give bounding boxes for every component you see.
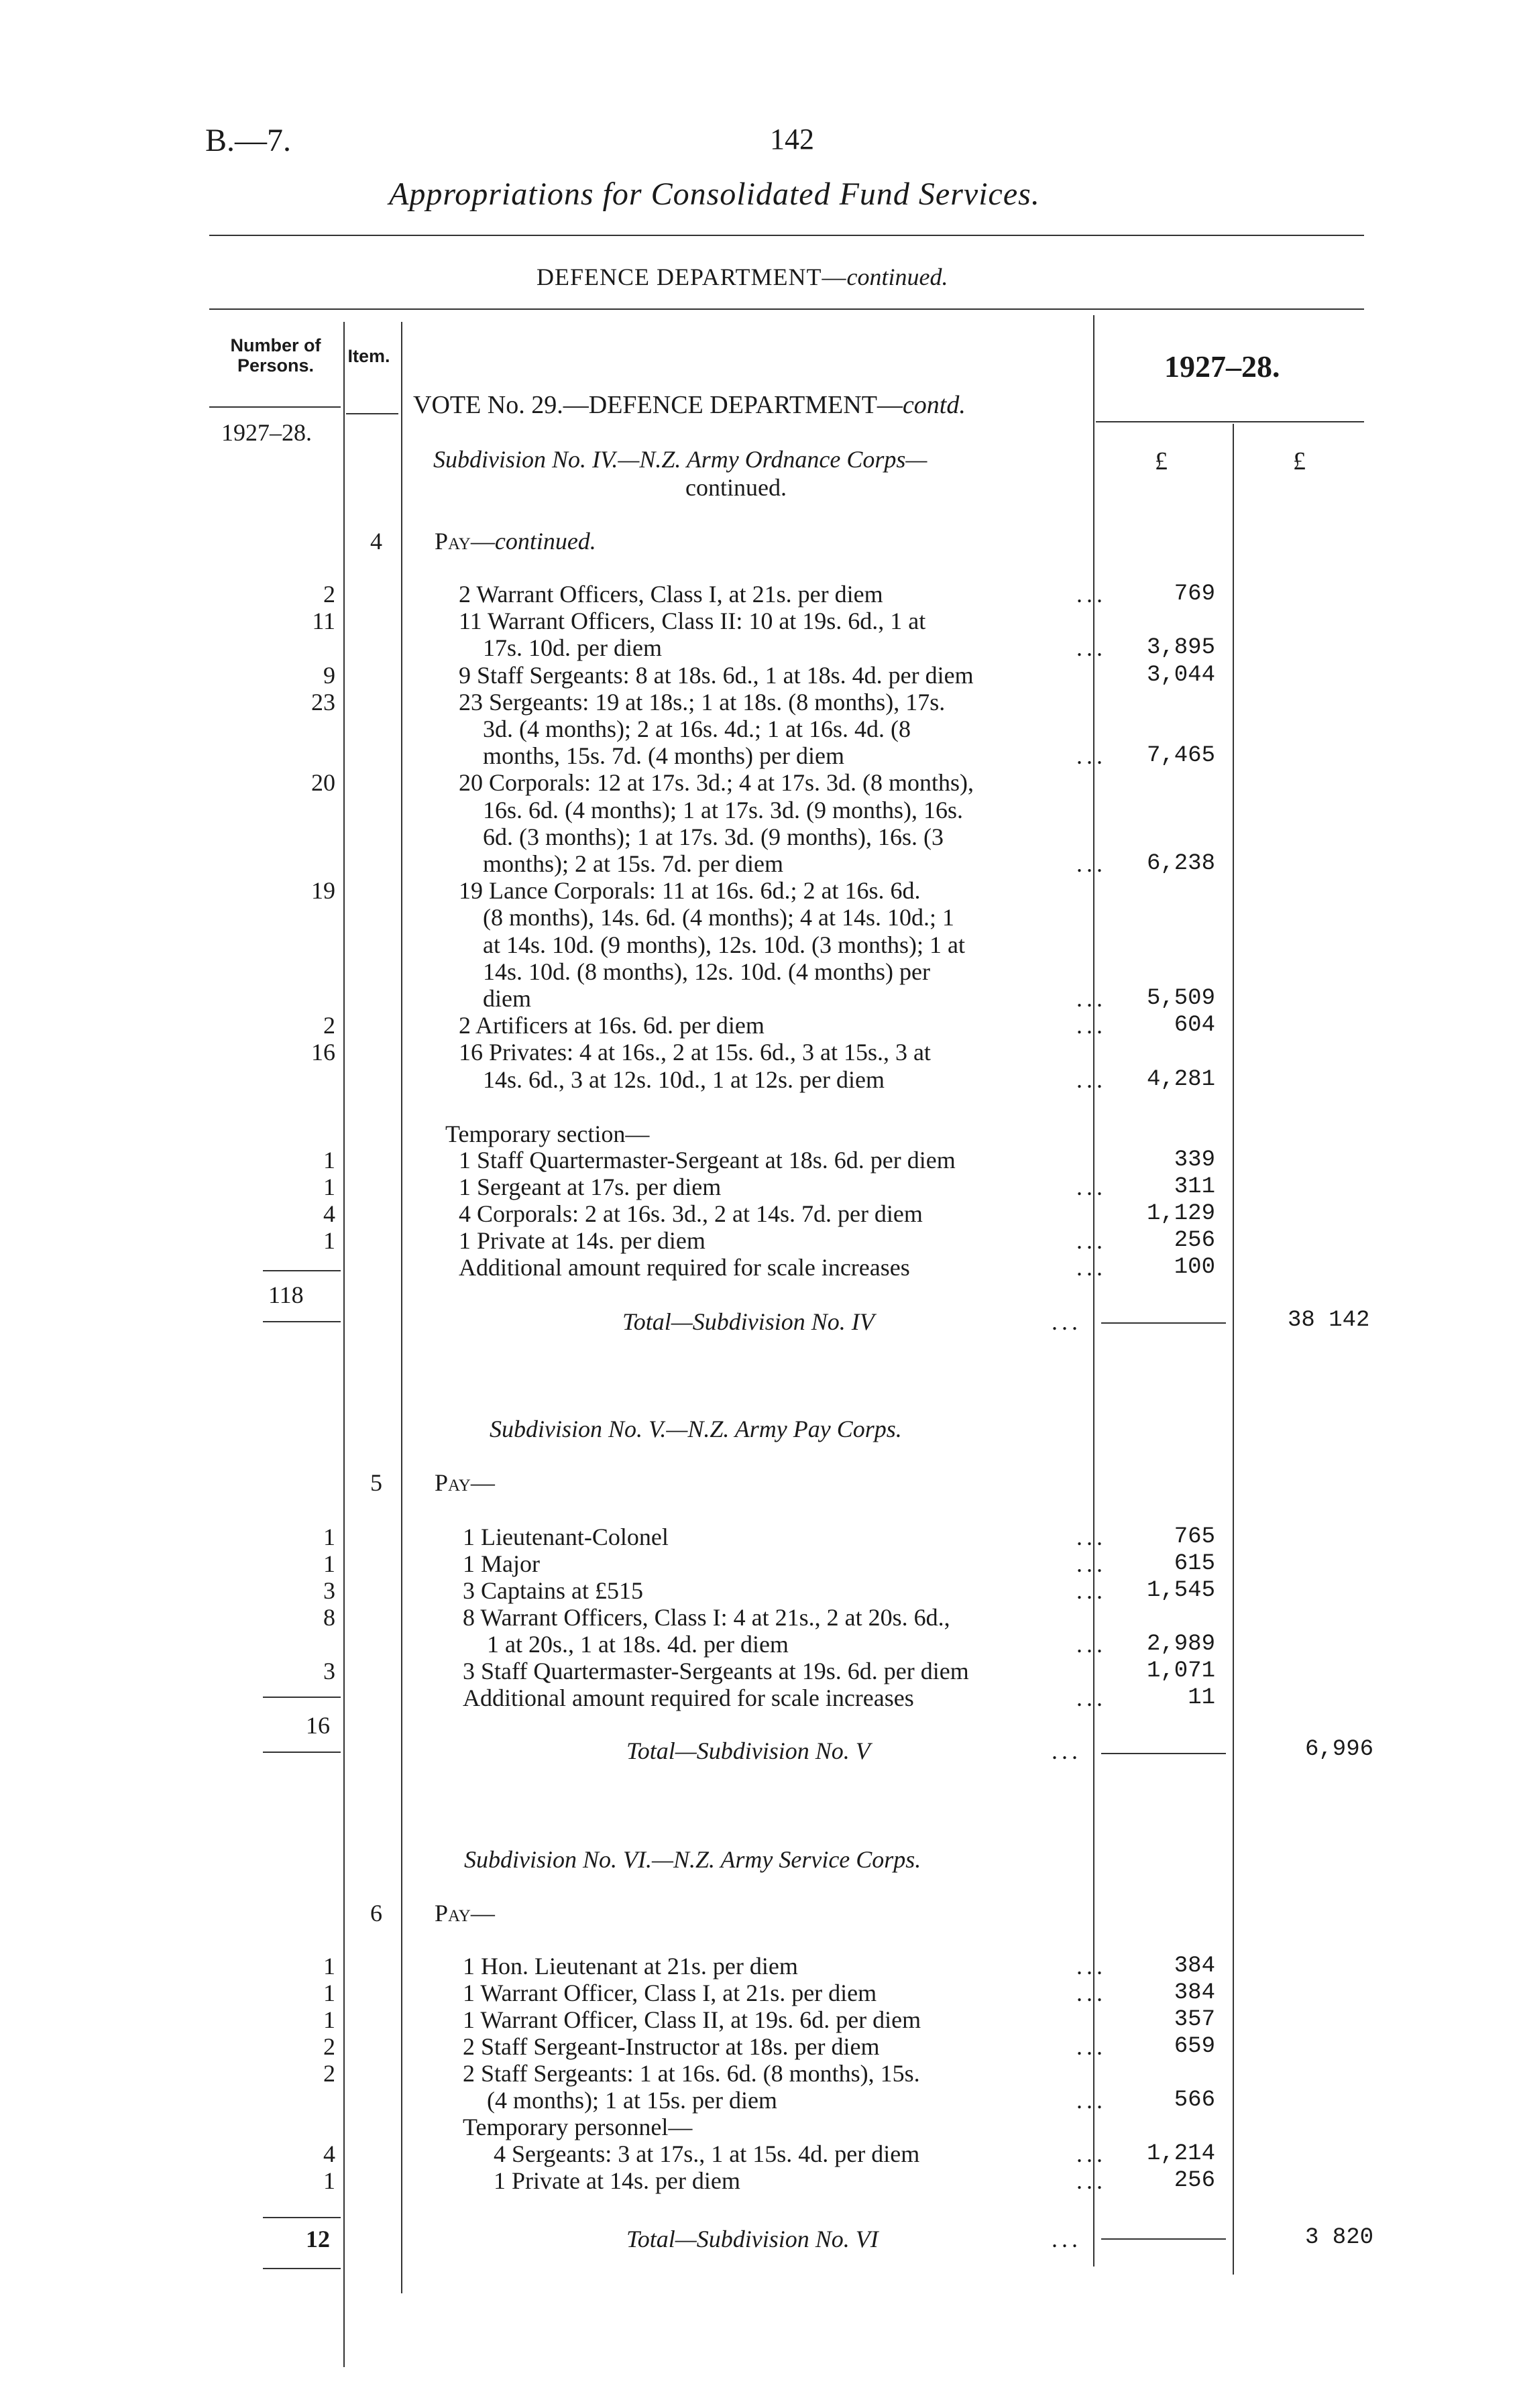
rule-item-header: [346, 413, 398, 414]
leader-dots: ...: [1076, 1684, 1107, 1711]
subdivision-4-pay-heading: [435, 527, 596, 555]
line-description: 20 Corporals: 12 at 17s. 3d.; 4 at 17s. 3d. (8 months),: [459, 769, 974, 797]
line-description: 2 Warrant Officers, Class I, at 21s. per diem: [459, 581, 883, 608]
line-item-row: [0, 1550, 1521, 1577]
line-description: 14s. 10d. (8 months), 12s. 10d. (4 months) per: [483, 958, 930, 985]
line-description: 3 Staff Quartermaster-Sergeants at 19s. 6d. per diem: [463, 1658, 969, 1684]
subdivision-5-pay-heading: Pay—: [435, 1469, 495, 1496]
line-item-row: [0, 662, 1521, 689]
persons-count: 1: [323, 1550, 335, 1577]
line-description: 6d. (3 months); 1 at 17s. 3d. (9 months), 16s. (3: [483, 823, 944, 850]
leader-dots: ...: [1076, 1953, 1107, 1980]
subdivision-4-pay-cont: continued.: [494, 528, 596, 555]
line-description: 1 Hon. Lieutenant at 21s. per diem: [463, 1953, 798, 1980]
line-item-row: [0, 1039, 1521, 1066]
line-item-row: [0, 1524, 1521, 1550]
subdivision-4-temporary-heading: Temporary section—: [445, 1121, 650, 1147]
vote-title-contd: contd.: [902, 391, 966, 419]
persons-count: 1: [323, 1524, 335, 1550]
subdivision-6-item-number: 6: [370, 1900, 382, 1927]
vote-title-main: VOTE No. 29.—DEFENCE DEPARTMENT—: [413, 391, 903, 419]
line-description: 2 Staff Sergeant-Instructor at 18s. per diem: [463, 2033, 880, 2060]
line-description: Additional amount required for scale increases: [459, 1254, 910, 1281]
line-amount: 5,509: [1146, 986, 1215, 1011]
subdivision-4-pay-main: Pay—: [435, 528, 495, 555]
subdivision-6-amount-rule: [1101, 2238, 1226, 2240]
line-amount: 1,129: [1146, 1201, 1215, 1226]
persons-count: 1: [323, 2006, 335, 2033]
leader-dots: ...: [1076, 2033, 1107, 2060]
line-amount: 7,465: [1146, 743, 1215, 769]
subdivision-4-total: 38 142: [1288, 1308, 1370, 1333]
leader-dots: ...: [1076, 2140, 1107, 2167]
subdivision-4-total-dots: ...: [1052, 1308, 1082, 1335]
line-item-row: [0, 2033, 1521, 2060]
department-heading-main: DEFENCE DEPARTMENT—: [537, 264, 847, 290]
rule-year-header: [1096, 421, 1364, 422]
subdivision-4-title-cont: continued.: [685, 474, 787, 501]
line-item-row: [0, 877, 1521, 904]
line-description: at 14s. 10d. (9 months), 12s. 10d. (3 months); 1 at: [483, 931, 965, 958]
line-description: 23 Sergeants: 19 at 18s.; 1 at 18s. (8 months), 17s.: [459, 688, 946, 715]
leader-dots: ...: [1076, 2087, 1107, 2114]
line-description: 14s. 6d., 3 at 12s. 10d., 1 at 12s. per diem: [483, 1066, 885, 1093]
line-description: 16s. 6d. (4 months); 1 at 17s. 3d. (9 months), 16s.: [483, 796, 963, 823]
persons-count: 2: [323, 1012, 335, 1039]
line-item-row: [0, 797, 1521, 823]
line-item-row: [0, 1631, 1521, 1658]
line-item-row: [0, 1980, 1521, 2006]
line-description: 3d. (4 months); 2 at 16s. 4d.; 1 at 16s. 4d. (8: [483, 715, 911, 742]
line-item-row: [0, 2114, 1521, 2140]
persons-count: 1: [323, 1953, 335, 1980]
persons-count: 9: [323, 661, 335, 689]
line-item-row: [0, 1604, 1521, 1631]
line-item-row: [0, 985, 1521, 1012]
page-number: 142: [770, 123, 814, 156]
subdivision-5-total-dots: ...: [1052, 1737, 1082, 1764]
currency-amount-header: £: [1155, 447, 1168, 475]
subdivision-4-amount-rule: [1101, 1322, 1226, 1324]
line-item-row: [0, 1066, 1521, 1093]
line-description: 1 Major: [463, 1550, 540, 1577]
line-item-row: [0, 2167, 1521, 2194]
leader-dots: ...: [1076, 1577, 1107, 1604]
line-item-row: [0, 1254, 1521, 1281]
line-description: 1 Warrant Officer, Class I, at 21s. per diem: [463, 1980, 877, 2006]
line-item-row: [0, 2087, 1521, 2114]
line-description: 1 Sergeant at 17s. per diem: [459, 1173, 722, 1200]
line-amount: 311: [1174, 1174, 1215, 1200]
leader-dots: ...: [1076, 1012, 1107, 1039]
line-amount: 357: [1174, 2007, 1215, 2032]
line-amount: 615: [1174, 1551, 1215, 1576]
line-description: 1 at 20s., 1 at 18s. 4d. per diem: [487, 1631, 789, 1658]
subdivision-6-total-dots: ...: [1052, 2226, 1082, 2252]
leader-dots: ...: [1076, 1550, 1107, 1577]
line-description: diem: [483, 985, 531, 1012]
line-item-row: [0, 2140, 1521, 2167]
line-description: 4 Corporals: 2 at 16s. 3d., 2 at 14s. 7d. per diem: [459, 1200, 923, 1227]
year-column-header: 1927–28.: [1164, 349, 1280, 384]
persons-year-label: 1927–28.: [221, 419, 312, 446]
subdivision-6-pay-heading: Pay—: [435, 1900, 495, 1927]
subdivision-4-title: Subdivision No. IV.—N.Z. Army Ordnance Corps—: [433, 446, 927, 473]
line-item-row: [0, 1577, 1521, 1604]
department-heading: [537, 263, 948, 291]
line-description: 9 Staff Sergeants: 8 at 18s. 6d., 1 at 18s. 4d. per diem: [459, 661, 974, 689]
subdivision-5-persons-total: 16: [306, 1712, 330, 1739]
leader-dots: ...: [1076, 1227, 1107, 1254]
line-description: 1 Private at 14s. per diem: [459, 1227, 706, 1254]
leader-dots: ...: [1076, 1173, 1107, 1200]
line-description: Temporary personnel—: [463, 2114, 693, 2140]
currency-total-header: £: [1293, 447, 1306, 475]
subdivision-6-total-label: Total—Subdivision No. VI: [626, 2226, 879, 2252]
line-item-row: [0, 1173, 1521, 1200]
subdivision-6-persons-bottom-rule: [263, 2268, 341, 2269]
persons-count: 1: [323, 1980, 335, 2006]
line-description: 1 Staff Quartermaster-Sergeant at 18s. 6d. per diem: [459, 1147, 956, 1173]
leader-dots: ...: [1076, 2167, 1107, 2194]
line-item-row: [0, 608, 1521, 634]
line-amount: 256: [1174, 2168, 1215, 2193]
subdivision-6-persons-total: 12: [306, 2226, 330, 2252]
persons-count: 1: [323, 1173, 335, 1200]
line-amount: 3,044: [1146, 662, 1215, 688]
line-item-row: [0, 850, 1521, 877]
subdivision-6-title: Subdivision No. VI.—N.Z. Army Service Corps.: [464, 1846, 921, 1873]
line-amount: 765: [1174, 1524, 1215, 1550]
line-description: 19 Lance Corporals: 11 at 16s. 6d.; 2 at 16s. 6d.: [459, 877, 921, 905]
line-description: months); 2 at 15s. 7d. per diem: [483, 850, 783, 877]
subdivision-4-persons-rule: [263, 1270, 341, 1271]
line-amount: 100: [1174, 1255, 1215, 1280]
line-item-row: [0, 715, 1521, 742]
subdivision-5-persons-bottom-rule: [263, 1752, 341, 1753]
line-description: 1 Lieutenant-Colonel: [463, 1524, 669, 1550]
line-description: 11 Warrant Officers, Class II: 10 at 19s. 6d., 1 at: [459, 608, 926, 635]
line-item-row: [0, 823, 1521, 850]
leader-dots: ...: [1076, 985, 1107, 1012]
line-item-row: [0, 634, 1521, 661]
leader-dots: ...: [1076, 742, 1107, 770]
line-item-row: [0, 1200, 1521, 1227]
line-amount: 2,989: [1146, 1631, 1215, 1657]
subdivision-6-persons-rule: [263, 2217, 341, 2218]
line-amount: 11: [1188, 1685, 1215, 1711]
persons-count: 4: [323, 2140, 335, 2167]
subdivision-5-item-number: 5: [370, 1469, 382, 1496]
line-description: 17s. 10d. per diem: [483, 634, 662, 662]
title-rule: [209, 235, 1364, 236]
line-amount: 384: [1174, 1980, 1215, 2006]
line-amount: 1,545: [1146, 1578, 1215, 1603]
persons-count: 1: [323, 2167, 335, 2194]
line-amount: 566: [1174, 2087, 1215, 2113]
line-description: 4 Sergeants: 3 at 17s., 1 at 15s. 4d. per diem: [494, 2140, 920, 2167]
line-amount: 384: [1174, 1953, 1215, 1979]
line-description: (8 months), 14s. 6d. (4 months); 4 at 14s. 10d.; 1: [483, 904, 954, 931]
line-description: 3 Captains at £515: [463, 1577, 643, 1604]
subdivision-4-persons-bottom-rule: [263, 1321, 341, 1322]
persons-count: 8: [323, 1604, 335, 1631]
line-item-row: [0, 2060, 1521, 2087]
line-description: 2 Staff Sergeants: 1 at 16s. 6d. (8 months), 15s.: [463, 2060, 920, 2087]
persons-count: 4: [323, 1200, 335, 1227]
line-amount: 256: [1174, 1228, 1215, 1253]
line-description: 1 Warrant Officer, Class II, at 19s. 6d. per diem: [463, 2006, 921, 2033]
line-item-row: [0, 1012, 1521, 1039]
line-item-row: [0, 1658, 1521, 1684]
persons-count: 1: [323, 1147, 335, 1173]
line-item-row: [0, 2006, 1521, 2033]
subdivision-4-total-label: Total—Subdivision No. IV: [622, 1308, 875, 1335]
subdivision-5-title: Subdivision No. V.—N.Z. Army Pay Corps.: [490, 1416, 902, 1442]
document-reference: B.—7.: [205, 123, 292, 158]
line-description: 8 Warrant Officers, Class I: 4 at 21s., 2 at 20s. 6d.,: [463, 1604, 950, 1631]
subdivision-4-item-number: 4: [370, 528, 382, 555]
persons-count: 2: [323, 2033, 335, 2060]
line-item-row: [0, 931, 1521, 958]
line-description: 16 Privates: 4 at 16s., 2 at 15s. 6d., 3 at 15s., 3 at: [459, 1039, 931, 1066]
line-amount: 6,238: [1146, 851, 1215, 876]
department-heading-cont: continued.: [846, 264, 948, 290]
leader-dots: ...: [1076, 1980, 1107, 2006]
persons-count: 11: [312, 608, 335, 635]
leader-dots: ...: [1076, 1254, 1107, 1281]
leader-dots: ...: [1076, 850, 1107, 877]
leader-dots: ...: [1076, 1631, 1107, 1658]
persons-count: 23: [311, 688, 335, 715]
line-amount: 659: [1174, 2034, 1215, 2059]
persons-count: 3: [323, 1658, 335, 1684]
item-column-header: Item.: [347, 346, 390, 366]
persons-count: 1: [323, 1227, 335, 1254]
rule-persons-header: [209, 406, 341, 408]
line-amount: 604: [1174, 1013, 1215, 1039]
line-amount: 769: [1174, 581, 1215, 607]
persons-count: 19: [311, 877, 335, 905]
subdivision-4-persons-total: 118: [268, 1281, 304, 1308]
page-title: Appropriations for Consolidated Fund Services.: [389, 176, 1040, 212]
persons-count: 3: [323, 1577, 335, 1604]
line-item-row: [0, 742, 1521, 769]
subdivision-5-total-label: Total—Subdivision No. V: [626, 1737, 870, 1764]
line-item-row: [0, 581, 1521, 608]
subdivision-5-persons-rule: [263, 1697, 341, 1698]
line-item-row: [0, 1147, 1521, 1173]
line-item-row: [0, 1227, 1521, 1254]
subdivision-5-total: 6,996: [1305, 1737, 1374, 1762]
line-description: 1 Private at 14s. per diem: [494, 2167, 740, 2194]
line-item-row: [0, 1684, 1521, 1711]
leader-dots: ...: [1076, 581, 1107, 608]
line-description: months, 15s. 7d. (4 months) per diem: [483, 742, 844, 770]
line-amount: 4,281: [1146, 1066, 1215, 1092]
persons-count: 2: [323, 581, 335, 608]
line-item-row: [0, 904, 1521, 931]
leader-dots: ...: [1076, 1066, 1107, 1093]
leader-dots: ...: [1076, 1524, 1107, 1550]
line-amount: 339: [1174, 1147, 1215, 1173]
vote-title: [413, 390, 966, 420]
line-item-row: [0, 769, 1521, 796]
persons-count: 2: [323, 2060, 335, 2087]
line-amount: 3,895: [1146, 635, 1215, 661]
line-item-row: [0, 958, 1521, 985]
line-amount: 1,071: [1146, 1658, 1215, 1684]
line-item-row: [0, 689, 1521, 715]
leader-dots: ...: [1076, 634, 1107, 662]
subdivision-5-amount-rule: [1101, 1753, 1226, 1754]
line-amount: 1,214: [1146, 2141, 1215, 2167]
table-top-rule: [209, 308, 1364, 310]
line-description: 2 Artificers at 16s. 6d. per diem: [459, 1012, 765, 1039]
subdivision-6-total: 3 820: [1305, 2225, 1374, 2250]
line-item-row: [0, 1953, 1521, 1980]
persons-column-header: Number of Persons.: [230, 335, 321, 376]
line-description: Additional amount required for scale increases: [463, 1684, 914, 1711]
persons-count: 16: [311, 1039, 335, 1066]
persons-count: 20: [311, 769, 335, 797]
line-description: (4 months); 1 at 15s. per diem: [487, 2087, 777, 2114]
